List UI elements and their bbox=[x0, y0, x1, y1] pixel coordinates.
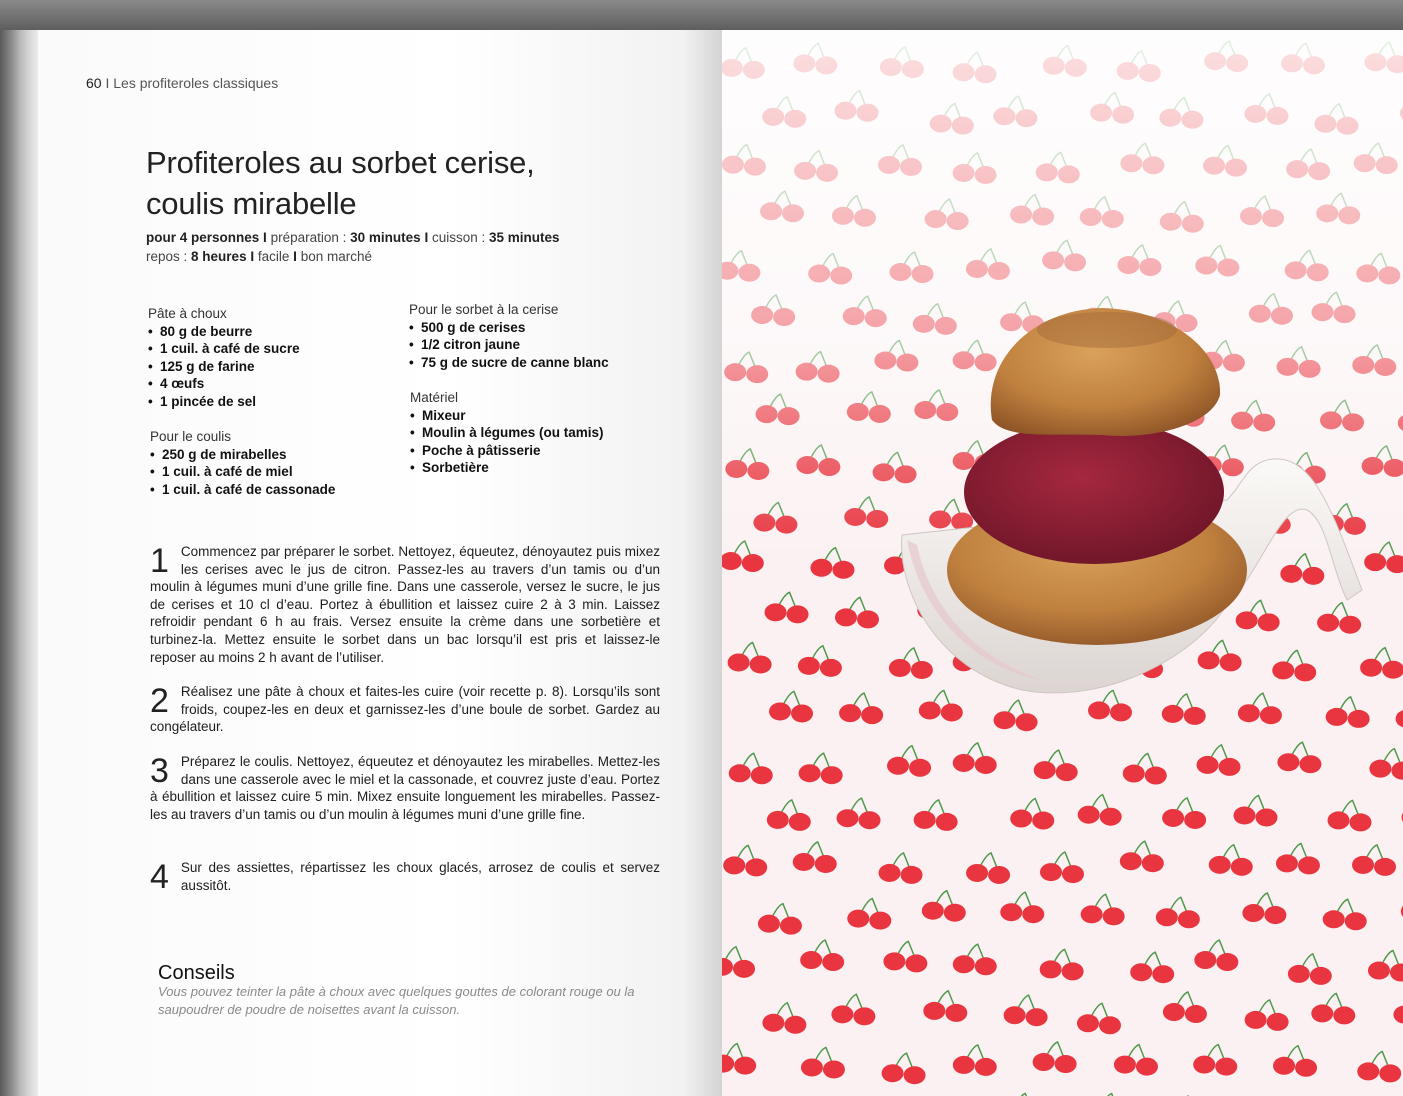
ingredient-item: • 75 g de sucre de canne blanc bbox=[409, 354, 689, 372]
running-head-separator: I bbox=[105, 75, 110, 91]
ingredient-item: • Moulin à légumes (ou tamis) bbox=[410, 424, 690, 442]
recipe-title-line-1: Profiteroles au sorbet cerise, bbox=[146, 145, 535, 180]
meta-separator: I bbox=[424, 230, 429, 245]
ingredient-item: • Mixeur bbox=[410, 407, 690, 425]
rest-label: repos : bbox=[146, 249, 188, 264]
cherry-sorbet bbox=[964, 420, 1224, 564]
ingredients-pate bbox=[148, 305, 398, 410]
ingredients-coulis bbox=[150, 428, 410, 498]
ingredient-item: • 1 pincée de sel bbox=[148, 393, 398, 411]
page-number: 60 bbox=[86, 75, 102, 91]
step-number: 2 bbox=[150, 682, 169, 720]
ingredient-item: • Sorbetière bbox=[410, 459, 690, 477]
ingredients-heading: Pour le sorbet à la cerise bbox=[409, 302, 559, 317]
ingredients-list bbox=[409, 319, 689, 372]
step-text: Sur des assiettes, répartissez les choux glacés, arrosez de coulis et servez aussitôt. bbox=[180, 860, 660, 893]
step-text: Préparez le coulis. Nettoyez, équeutez et dénoyautez les mirabelles. Mettez-les dans une casserole avec le miel et la cassonade, et couvrez juste d’eau. Portez à ébullition et laissez cuire 5 min. Mixez ensuite longuement les mirabelles. Passez-les au travers d’un tamis ou d’un moulin à légumes muni d’une grille fine. bbox=[150, 754, 660, 822]
prep-time: 30 minutes bbox=[350, 230, 421, 245]
recipe-step bbox=[150, 859, 660, 894]
step-text: Commencez par préparer le sorbet. Nettoyez, équeutez, dénoyautez puis mixez les cerises avec le jus de citron. Passez-les au travers d’un tamis ou d’un moulin à légumes muni d’une grille fine. Dans une casserole, versez le sucre, le jus de cerises et 10 cl d’eau. Portez à ébullition et laissez cuire 2 à 3 min. Laissez refroidir pendant 6 h au frais. Versez ensuite la crème dans une sorbetière et turbinez-la. Mettez ensuite le sorbet dans un bac lorsqu’il est pris et laissez-le reposer au moins 2 h avant de l’utiliser. bbox=[150, 544, 660, 665]
meta-separator: I bbox=[263, 230, 267, 245]
ingredients-list bbox=[410, 407, 690, 477]
ingredient-item: • 4 œufs bbox=[148, 375, 398, 393]
cost: bon marché bbox=[300, 249, 372, 264]
recipe-step bbox=[150, 683, 660, 736]
recipe-photo bbox=[722, 30, 1403, 1096]
ingredients-heading: Matériel bbox=[410, 390, 459, 405]
ingredients-list bbox=[148, 323, 398, 411]
ingredients-heading: Pour le coulis bbox=[150, 429, 232, 444]
meta-separator: I bbox=[293, 249, 297, 264]
scan-top-edge bbox=[0, 0, 1403, 30]
cook-time: 35 minutes bbox=[489, 230, 560, 245]
ingredient-item: • 1/2 citron jaune bbox=[409, 336, 689, 354]
ingredient-item: • 250 g de mirabelles bbox=[150, 446, 410, 464]
ingredient-item: • 500 g de cerises bbox=[409, 319, 689, 337]
recipe-step bbox=[150, 753, 660, 823]
recipe-meta-line-2 bbox=[146, 247, 666, 266]
step-number: 4 bbox=[150, 858, 169, 896]
conseils-text: Vous pouvez teinter la pâte à choux avec quelques gouttes de colorant rouge ou la saupoudrer de poudre de noisettes avant la cuisson. bbox=[158, 984, 635, 1017]
ingredient-item: • 1 cuil. à café de sucre bbox=[148, 340, 398, 358]
recipe-page bbox=[38, 30, 724, 1096]
serves: pour 4 personnes bbox=[146, 230, 260, 245]
running-head-section: Les profiteroles classiques bbox=[113, 75, 279, 91]
ingredients-heading: Pâte à choux bbox=[148, 306, 227, 321]
recipe-step bbox=[150, 543, 660, 666]
step-number: 1 bbox=[150, 542, 169, 580]
running-head bbox=[86, 75, 278, 91]
difficulty: facile bbox=[257, 249, 290, 264]
meta-separator: I bbox=[250, 249, 255, 264]
recipe-title-line-2: coulis mirabelle bbox=[146, 186, 357, 221]
prep-label: préparation : bbox=[270, 230, 347, 245]
ingredients-materiel bbox=[410, 389, 690, 477]
conseils-title: Conseils bbox=[158, 962, 235, 984]
ingredients-list bbox=[150, 446, 410, 499]
step-text: Réalisez une pâte à choux et faites-les cuire (voir recette p. 8). Lorsqu’ils sont froids, coupez-les en deux et garnissez-les d’une boule de sorbet. Gardez au congélateur. bbox=[150, 684, 660, 735]
ingredient-item: • 125 g de farine bbox=[148, 358, 398, 376]
rest-time: 8 heures bbox=[191, 249, 247, 264]
step-number: 3 bbox=[150, 752, 169, 790]
book-edge-left bbox=[0, 30, 40, 1096]
recipe-title bbox=[146, 142, 646, 224]
photo-illustration bbox=[722, 30, 1403, 1096]
recipe-meta-line-1 bbox=[146, 228, 666, 247]
cook-label: cuisson : bbox=[431, 230, 486, 245]
ingredient-item: • 80 g de beurre bbox=[148, 323, 398, 341]
ingredients-sorbet bbox=[409, 301, 689, 371]
ingredient-item: • 1 cuil. à café de miel bbox=[150, 463, 410, 481]
recipe-meta bbox=[146, 228, 666, 266]
ingredient-item: • 1 cuil. à café de cassonade bbox=[150, 481, 410, 499]
ingredient-item: • Poche à pâtisserie bbox=[410, 442, 690, 460]
